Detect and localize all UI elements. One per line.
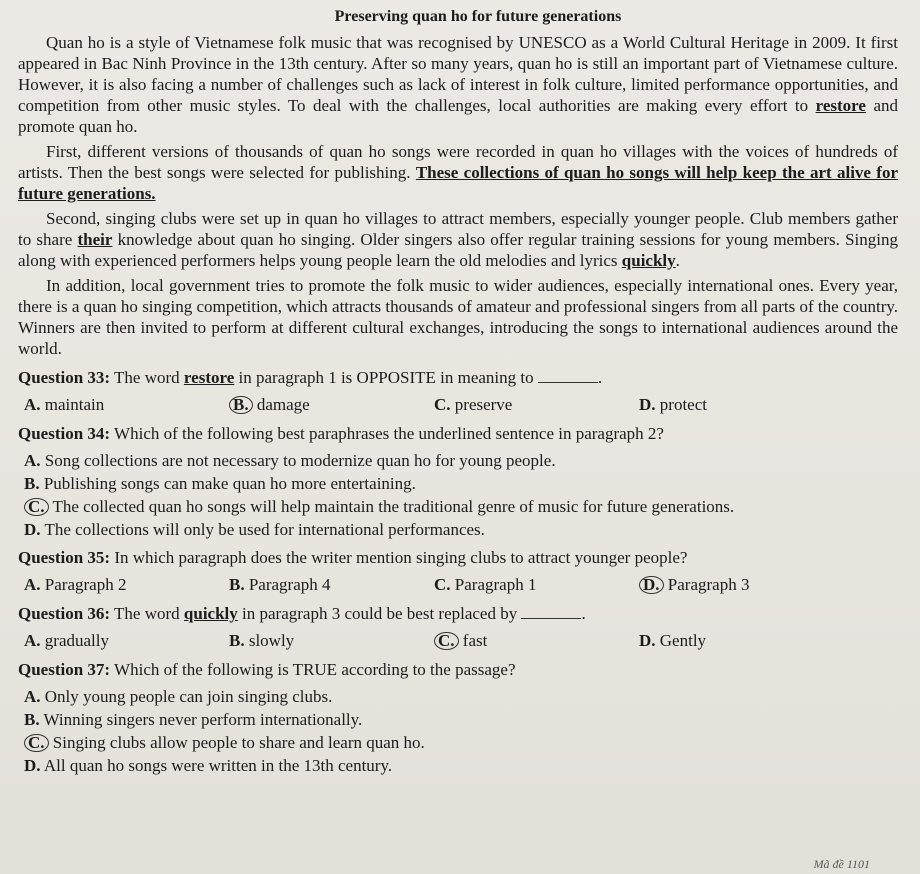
option-text: Only young people can join singing clubs. [44, 687, 333, 706]
underlined-sentence: These collections of quan ho songs will help keep the art alive for future generations. [18, 163, 898, 203]
paragraph-1-text: Quan ho is a style of Vietnamese folk music that was recognised by UNESCO as a World Cultural Heritage in 2009. It first appeared in Bac Ninh Province in the 13th century. After so many years, quan ho is still an important part of Vietnamese culture. However, it is also facing a number of challenges such as lack of interest in folk culture, limited performance opportunities, and competition from other music styles. To deal with the challenges, local authorities are making every effort to [18, 33, 898, 115]
question-36-end: . [581, 604, 586, 623]
option-d[interactable] [639, 573, 844, 597]
question-36-text-post: in paragraph 3 could be best replaced by [237, 604, 518, 623]
option-text: gradually [44, 631, 109, 650]
option-b[interactable] [229, 393, 434, 417]
passage-title: Preserving quan ho for future generations [334, 8, 622, 25]
option-text: Paragraph 1 [454, 575, 537, 594]
option-a[interactable] [24, 629, 229, 653]
paragraph-3 [18, 208, 898, 271]
question-37-text: Which of the following is TRUE according to the passage? [114, 660, 516, 679]
option-letter: A. [24, 631, 41, 650]
option-b[interactable] [24, 472, 898, 495]
question-37 [18, 659, 898, 681]
question-34 [18, 423, 898, 445]
answer-blank [538, 368, 598, 383]
option-text: fast [462, 631, 488, 650]
option-letter: A. [24, 451, 41, 470]
question-33-keyword: restore [183, 368, 235, 387]
option-letter: B. [24, 710, 40, 729]
option-a[interactable] [24, 685, 898, 708]
question-36-text-pre: The word [114, 604, 184, 623]
option-letter: A. [24, 687, 41, 706]
question-33-label: Question 33: [18, 368, 111, 387]
option-text: Song collections are not necessary to modernize quan ho for young people. [44, 451, 556, 470]
option-c[interactable] [24, 495, 898, 518]
paragraph-3-end: . [675, 251, 680, 270]
option-c[interactable] [434, 629, 639, 653]
paragraph-1-end: and promote quan ho. [18, 96, 898, 136]
option-a[interactable] [24, 393, 229, 417]
option-text: damage [256, 395, 310, 414]
option-b[interactable] [24, 708, 898, 731]
option-letter: C. [434, 395, 451, 414]
option-a[interactable] [24, 449, 898, 472]
keyword-restore: restore [815, 96, 866, 115]
option-letter: D. [639, 631, 656, 650]
question-37-label: Question 37: [18, 660, 111, 679]
option-text: Gently [659, 631, 707, 650]
option-text: Singing clubs allow people to share and learn quan ho. [52, 733, 425, 752]
option-letter-circled: B. [229, 396, 253, 414]
keyword-quickly: quickly [621, 251, 676, 270]
question-33-options [24, 393, 898, 417]
option-d[interactable] [639, 393, 844, 417]
option-letter: D. [639, 395, 656, 414]
paragraph-3-text-2: knowledge about quan ho singing. Older singers also offer regular training sessions for young members. Singing along with experienced performers helps young people learn the old melodies and lyrics [18, 230, 898, 270]
option-d[interactable] [639, 629, 844, 653]
paragraph-4: In addition, local government tries to promote the folk music to wider audiences, especially international ones. Every year, there is a quan ho singing competition, which attracts thousands of amateur and professional singers from all parts of the country. Winners are then invited to perform at different cultural exchanges, introducing the songs to international audiences around the world. [18, 276, 898, 358]
option-letter: D. [24, 756, 41, 775]
option-b[interactable] [229, 629, 434, 653]
option-d[interactable] [24, 754, 898, 777]
option-text: maintain [44, 395, 105, 414]
option-b[interactable] [229, 573, 434, 597]
question-33 [18, 367, 898, 389]
option-letter: C. [434, 575, 451, 594]
answer-blank [521, 604, 581, 619]
option-d[interactable] [24, 518, 898, 541]
keyword-their: their [77, 230, 113, 249]
questions [18, 367, 898, 777]
option-letter: B. [229, 575, 245, 594]
question-35-options [24, 573, 898, 597]
question-35 [18, 547, 898, 569]
exam-code: Mã đề 1101 [813, 857, 870, 871]
option-c[interactable] [434, 393, 639, 417]
option-letter-circled: C. [24, 498, 49, 516]
option-text: protect [659, 395, 707, 414]
paragraph-2-text: First, different versions of thousands of quan ho songs were recorded in quan ho villages with the voices of hundreds of artists. Then the best songs were selected for publishing. [18, 142, 898, 182]
option-letter-circled: D. [639, 576, 664, 594]
question-35-text: In which paragraph does the writer mention singing clubs to attract younger people? [114, 548, 688, 567]
question-36-keyword: quickly [183, 604, 238, 623]
option-letter: D. [24, 520, 41, 539]
option-text: Publishing songs can make quan ho more entertaining. [43, 474, 416, 493]
option-a[interactable] [24, 573, 229, 597]
option-c[interactable] [434, 573, 639, 597]
paragraph-3-text-1: Second, singing clubs were set up in quan ho villages to attract members, especially younger people. Club members gather to share [18, 209, 898, 249]
paragraph-1 [18, 32, 898, 137]
option-text: slowly [248, 631, 295, 650]
question-34-text: Which of the following best paraphrases the underlined sentence in paragraph 2? [114, 424, 664, 443]
option-text: The collections will only be used for international performances. [44, 520, 485, 539]
question-33-end: . [597, 368, 603, 387]
question-33-text-pre: The word [114, 368, 184, 387]
option-c[interactable] [24, 731, 898, 754]
option-text: All quan ho songs were written in the 13th century. [43, 756, 393, 775]
option-text: The collected quan ho songs will help maintain the traditional genre of music for future generations. [52, 497, 735, 516]
option-text: Paragraph 2 [44, 575, 127, 594]
question-33-text-post: in paragraph 1 is OPPOSITE in meaning to [234, 368, 534, 387]
option-text: Winning singers never perform internationally. [43, 710, 363, 729]
option-letter-circled: C. [434, 632, 459, 650]
option-letter: B. [24, 474, 40, 493]
option-letter: A. [24, 395, 41, 414]
option-letter-circled: C. [24, 734, 49, 752]
question-34-label: Question 34: [18, 424, 111, 443]
option-text: preserve [454, 395, 513, 414]
paragraph-2 [18, 141, 898, 204]
option-text: Paragraph 4 [248, 575, 331, 594]
option-text: Paragraph 3 [667, 575, 750, 594]
question-36 [18, 603, 898, 625]
option-letter: A. [24, 575, 41, 594]
option-letter: B. [229, 631, 245, 650]
question-35-label: Question 35: [18, 548, 111, 567]
question-36-label: Question 36: [18, 604, 111, 623]
question-36-options [24, 629, 898, 653]
